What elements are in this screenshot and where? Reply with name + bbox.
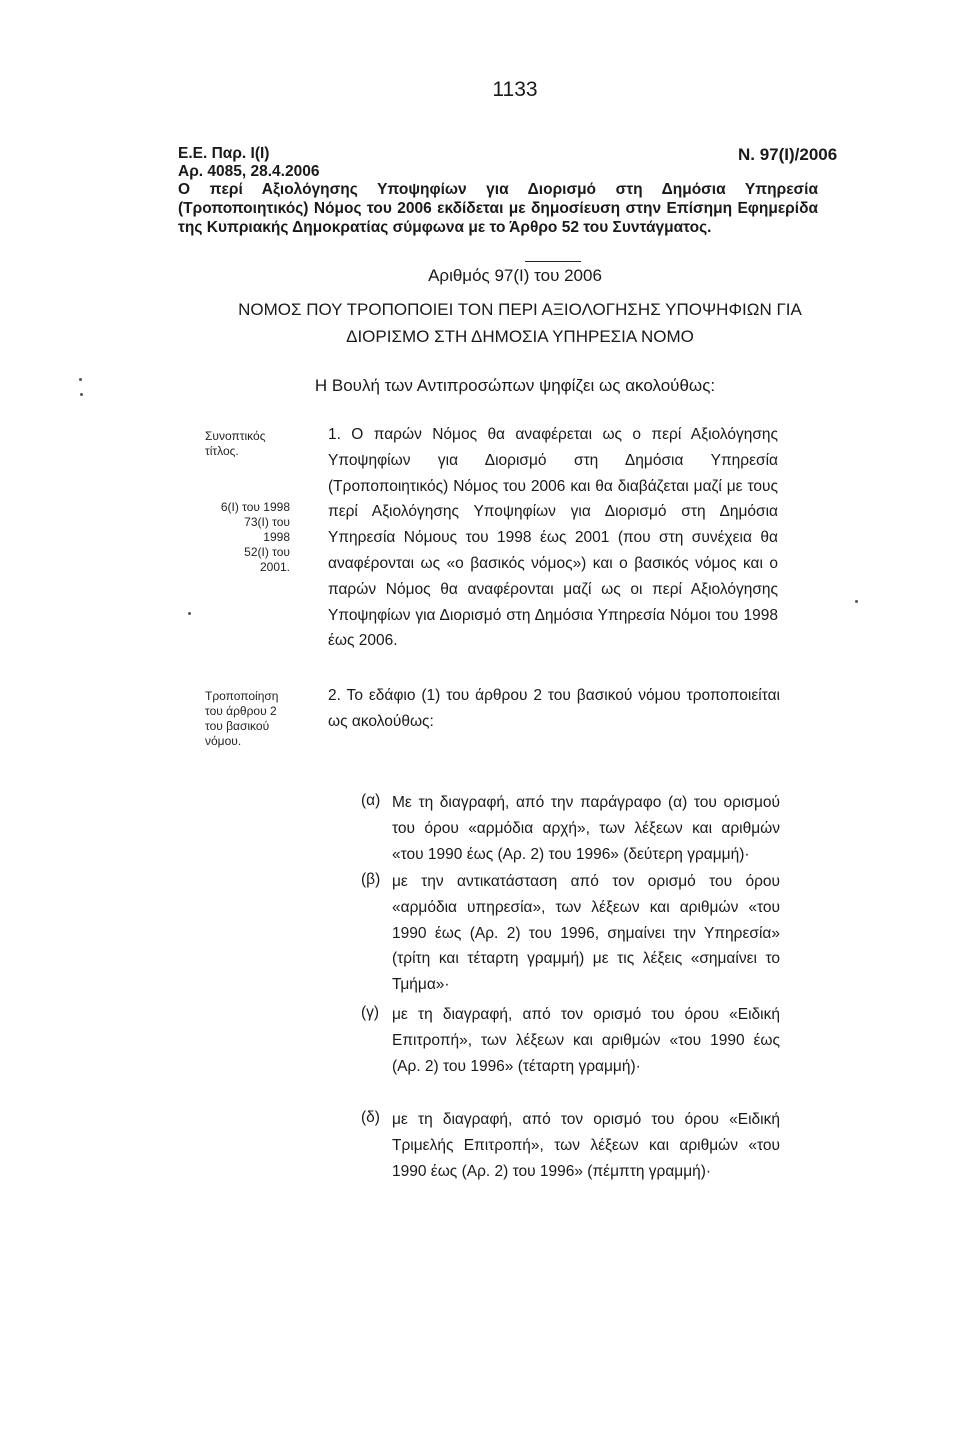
item-text-a: Με τη διαγραφή, από την παράγραφο (α) του ορισμού του όρου «αρμόδια αρχή», των λέξεων και αριθμών «του 1990 έως (Αρ. 2) του 1996» (δεύτερη γραμμή)· (392, 794, 780, 863)
margin-note-line: Τροποποίηση (205, 689, 279, 703)
preamble: Ο περί Αξιολόγησης Υποψηφίων για Διορισμό στη Δημόσια Υπηρεσία (Τροποποιητικός) Νόμος του 2006 εκδίδεται με δημοσίευση στην Επίσημη Εφημερίδα της Κυπριακής Δημοκρατίας σύμφωνα με το Άρθρο 52 του Συντάγματος. (178, 181, 818, 236)
item-label-b: (β) (361, 871, 381, 888)
margin-note-line: νόμου. (205, 734, 242, 748)
law-number-header: Ν. 97(Ι)/2006 (738, 145, 838, 164)
scan-speck (79, 378, 82, 381)
law-title-line-2: ΔΙΟΡΙΣΜΟ ΣΤΗ ΔΗΜΟΣΙΑ ΥΠΗΡΕΣΙΑ ΝΟΜΟ (346, 327, 694, 346)
margin-note-law-references (218, 500, 290, 575)
item-text-c: με τη διαγραφή, από τον ορισμό του όρου «Ειδική Επιτροπή», των λέξεων και αριθμών «του 1990 έως (Αρ. 2) του 1996» (τέταρτη γραμμή)· (392, 1006, 780, 1075)
margin-note-line: του βασικού (205, 719, 270, 733)
margin-note-line: Συνοπτικός (205, 429, 266, 443)
item-label-c: (γ) (361, 1004, 380, 1021)
item-label-d: (δ) (361, 1109, 380, 1126)
margin-note-line: 73(Ι) του 1998 (244, 515, 290, 544)
margin-note-line: 6(Ι) του 1998 (220, 500, 290, 514)
section-1: 1. Ο παρών Νόμος θα αναφέρεται ως ο περί Αξιολόγησης Υποψηφίων για Διορισμό στη Δημόσια Υπηρεσία (Τροποποιητικός) Νόμος του 2006 και θα διαβάζεται μαζί με τους περί Αξιολόγησης Υποψηφίων για Διορισμό στη Δημόσια Υπηρεσία Νόμους του 1998 έως 2001 (που στη συνέχεια θα αναφέρονται ως «ο βασικός νόμος») και ο βασικός νόμος και ο παρών Νόμος θα αναφέρονται μαζί ως οι περί Αξιολόγησης Υποψηφίων για Διορισμό στη Δημόσια Υπηρεσία Νόμοι του 1998 έως 2006. (328, 426, 778, 650)
margin-note-line: τίτλος. (205, 444, 239, 458)
item-text-b: με την αντικατάσταση από τον ορισμό του όρου «αρμόδια υπηρεσία», των λέξεων και αριθμών «του 1990 έως (Αρ. 2) του 1996, σημαίνει την Υπηρεσία» (τρίτη και τέταρτη γραμμή) με τις λέξεις «σημαίνει το Τμήμα»· (392, 873, 780, 994)
section-2-intro: 2. Το εδάφιο (1) του άρθρου 2 του βασικού νόμου τροποποιείται ως ακολούθως: (328, 687, 780, 730)
law-title-line-1: ΝΟΜΟΣ ΠΟΥ ΤΡΟΠΟΠΟΙΕΙ ΤΟΝ ΠΕΡΙ ΑΞΙΟΛΟΓΗΣΗΣ ΥΠΟΨΗΦΙΩΝ ΓΙΑ (238, 300, 802, 319)
margin-note-line: του άρθρου 2 (205, 704, 277, 718)
law-title (175, 296, 865, 350)
gazette-reference: Ε.Ε. Παρ. Ι(Ι) (178, 145, 270, 162)
law-number: Αριθμός 97(Ι) του 2006 (428, 266, 602, 285)
margin-note-amendment (205, 689, 278, 749)
item-text-d: με τη διαγραφή, από τον ορισμό του όρου «Ειδική Τριμελής Επιτροπή», των λέξεων και αριθμών «του 1990 έως (Αρ. 2) του 1996» (πέμπτη γραμμή)· (392, 1111, 780, 1180)
issue-reference: Αρ. 4085, 28.4.2006 (178, 163, 320, 180)
scan-speck (188, 612, 191, 615)
margin-note-short-title (205, 429, 265, 459)
item-label-a: (α) (361, 792, 381, 809)
margin-note-line: 52(Ι) του 2001. (244, 545, 290, 574)
page-number: 1133 (492, 78, 538, 101)
scan-speck (855, 600, 858, 603)
scan-speck (80, 393, 83, 396)
enacting-clause: Η Βουλή των Αντιπροσώπων ψηφίζει ως ακολούθως: (314, 376, 716, 395)
title-rule (525, 261, 581, 262)
